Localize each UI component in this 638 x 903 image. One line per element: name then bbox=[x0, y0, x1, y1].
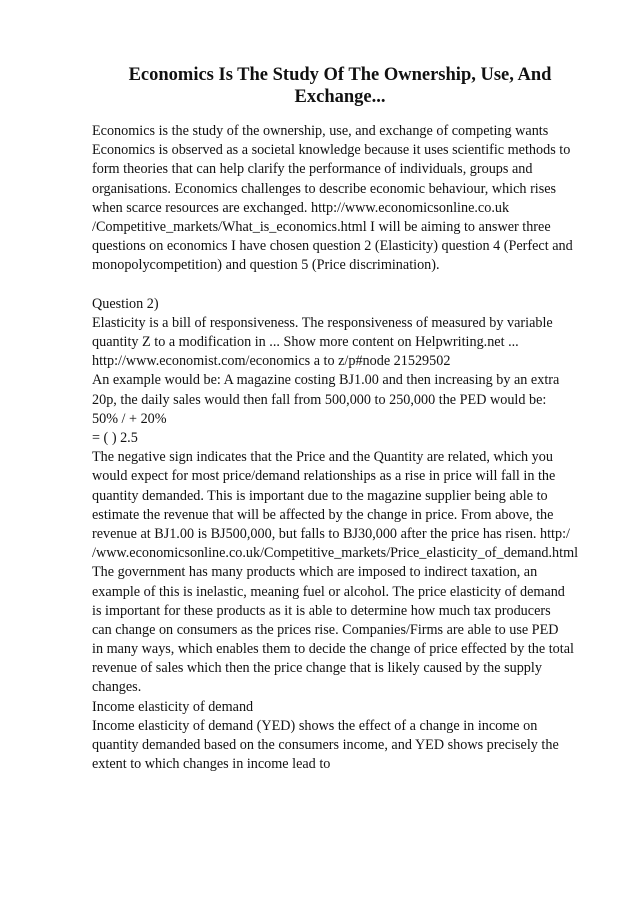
text-line: 50% / + 20% bbox=[92, 410, 167, 427]
text-line: quantity Z to a modification in ... Show more content on Helpwriting.net ... bbox=[92, 334, 519, 351]
text-line: Economics is observed as a societal knowledge because it uses scientific methods to bbox=[92, 142, 571, 159]
paragraph-gap bbox=[92, 276, 602, 295]
text-line: Question 2) bbox=[92, 295, 159, 312]
document-title bbox=[92, 64, 588, 108]
text-line: = ( ) 2.5 bbox=[92, 430, 138, 446]
section-heading-income-elasticity: Income elasticity of demand bbox=[92, 698, 254, 715]
text-line: Elasticity is a bill of responsiveness. The responsiveness of measured by variable bbox=[92, 314, 553, 331]
text-line: Income elasticity of demand (YED) shows the effect of a change in income on bbox=[92, 717, 538, 734]
text-line: Economics is the study of the ownership, use, and exchange of competing wants bbox=[92, 123, 549, 139]
text-line: revenue at BJ1.00 is BJ500,000, but falls to BJ30,000 after the price has risen. http:/ bbox=[92, 525, 570, 542]
document-title-line-1: Economics Is The Study Of The Ownership, Use, And bbox=[128, 65, 552, 85]
text-line: /Competitive_markets/What_is_economics.html I will be aiming to answer three bbox=[92, 218, 551, 235]
text-line: questions on economics I have chosen question 2 (Elasticity) question 4 (Perfect and bbox=[92, 238, 573, 255]
text-line: An example would be: A magazine costing BJ1.00 and then increasing by an extra bbox=[92, 372, 560, 389]
text-line: revenue of sales which then the price change that is likely caused by the supply bbox=[92, 660, 542, 677]
text-line: monopolycompetition) and question 5 (Price discrimination). bbox=[92, 257, 440, 274]
text-line: would expect for most price/demand relationships as a rise in price will fall in the bbox=[92, 468, 556, 485]
text-line: form theories that can help clarify the performance of individuals, groups and bbox=[92, 161, 533, 178]
text-line: when scarce resources are exchanged. http://www.economicsonline.co.uk bbox=[92, 199, 510, 216]
text-line: 20p, the daily sales would then fall from 500,000 to 250,000 the PED would be: bbox=[92, 391, 547, 408]
text-line: extent to which changes in income lead to bbox=[92, 756, 331, 773]
text-line: The government has many products which are imposed to indirect taxation, an bbox=[92, 564, 538, 581]
text-line: organisations. Economics challenges to describe economic behaviour, which rises bbox=[92, 180, 557, 197]
text-line: example of this is inelastic, meaning fuel or alcohol. The price elasticity of demand bbox=[92, 583, 565, 600]
text-line: can change on consumers as the prices rise. Companies/Firms are able to use PED bbox=[92, 621, 559, 638]
document-body bbox=[92, 122, 602, 774]
document-title-line-2: Exchange... bbox=[294, 87, 386, 107]
text-line: in many ways, which enables them to decide the change of price effected by the total bbox=[92, 641, 574, 658]
text-line: The negative sign indicates that the Price and the Quantity are related, which you bbox=[92, 449, 553, 466]
paragraph-introduction bbox=[92, 122, 602, 276]
text-line: quantity demanded. This is important due to the magazine supplier being able to bbox=[92, 487, 548, 504]
text-line: /www.economicsonline.co.uk/Competitive_markets/Price_elasticity_of_demand.html bbox=[92, 545, 579, 562]
text-line: is important for these products as it is able to determine how much tax producers bbox=[92, 602, 551, 619]
text-line: http://www.economist.com/economics a to z/p#node 21529502 bbox=[92, 353, 451, 370]
text-line: quantity demanded based on the consumers income, and YED shows precisely the bbox=[92, 737, 559, 753]
paragraph-question-2 bbox=[92, 295, 602, 775]
text-line: estimate the revenue that will be affected by the change in price. From above, the bbox=[92, 506, 554, 523]
text-line: changes. bbox=[92, 679, 142, 696]
